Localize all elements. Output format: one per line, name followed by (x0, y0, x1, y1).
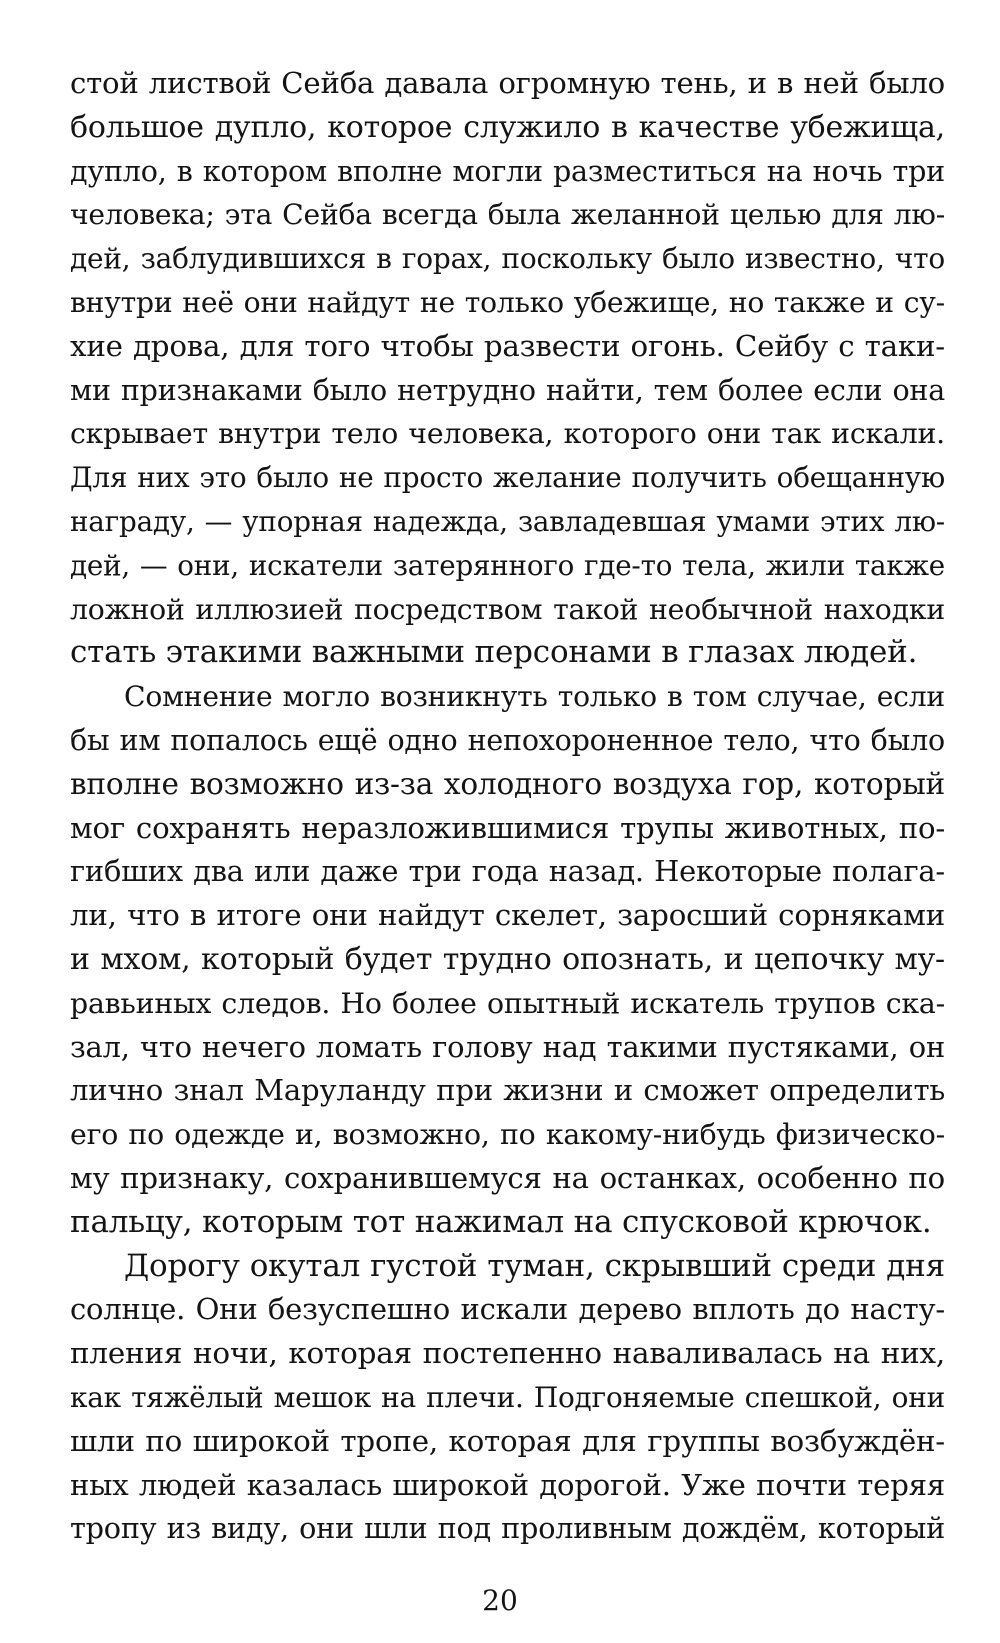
text-line: дей, — они, искатели затерянного где-то тела, жили также (70, 548, 945, 582)
text-line: и мхом, который будет трудно опознать, и цепочку му- (70, 941, 945, 977)
text-line: дупло, в котором вполне могли разместиться на ночь три (70, 153, 945, 188)
text-line: бы им попалось ещё одно непохороненное тело, что было (70, 723, 945, 757)
text-line: ли, что в итоге они найдут скелет, заросший сорняками (70, 898, 945, 933)
text-line: пальцу, которым тот нажимал на спусковой крючок. (70, 1203, 932, 1240)
text-line: гибших два или даже три года назад. Некоторые полага- (70, 854, 945, 889)
text-line: стать этакими важными персонами в глазах людей. (70, 634, 918, 671)
page-number: 20 (482, 1584, 518, 1617)
text-line: зал, что нечего ломать голову над такими пустяками, он (70, 1029, 945, 1064)
text-line: вполне возможно из-за холодного воздуха гор, который (70, 766, 945, 801)
text-line: ложной иллюзией посредством такой необычной находки (70, 592, 945, 626)
text-line: Для них это было не просто желание получить обещанную (70, 461, 945, 495)
text-line: Дорогу окутал густой туман, скрывший среди дня (124, 1247, 945, 1284)
text-line: лично знал Маруланду при жизни и сможет определить (70, 1073, 945, 1108)
paragraph-1 (70, 62, 945, 675)
text-line: большое дупло, которое служило в качестве убежища, (70, 109, 945, 145)
paragraph-2 (70, 675, 945, 1244)
text-line: его по одежде и, возможно, по какому-нибудь физическо- (70, 1118, 945, 1152)
text-line: пления ночи, которая постепенно наваливалась на них, (70, 1336, 945, 1371)
text-line: как тяжёлый мешок на плечи. Подгоняемые спешкой, они (70, 1380, 945, 1414)
text-line: ных людей казалась широкой дорогой. Уже почти теряя (70, 1467, 945, 1502)
text-line: дей, заблудившихся в горах, поскольку было известно, что (70, 242, 945, 276)
text-line: человека; эта Сейба всегда была желанной целью для лю- (70, 198, 945, 232)
text-line: солнце. Они безуспешно искали дерево вплоть до насту- (70, 1292, 945, 1327)
text-line: награду, — упорная надежда, завладевшая умами этих лю- (70, 504, 945, 538)
paragraph-3 (70, 1245, 945, 1552)
text-line: хие дрова, для того чтобы развести огонь. Сейбу с таки- (70, 328, 945, 363)
text-line: Сомнение могло возникнуть только в том случае, если (124, 680, 945, 714)
text-line: мог сохранять неразложившимися трупы животных, по- (70, 810, 945, 845)
text-line: шли по широкой тропе, которая для группы возбуждён- (70, 1423, 945, 1458)
body-text (70, 62, 945, 1551)
text-line: му признаку, сохранившемуся на останках, особенно по (70, 1160, 945, 1195)
text-line: тропу из виду, они шли под проливным дождём, который (70, 1511, 945, 1546)
text-line: равьиных следов. Но более опытный искатель трупов ска- (70, 986, 945, 1020)
text-line: ми признаками было нетрудно найти, тем более если она (70, 373, 945, 407)
text-line: стой листвой Сейба давала огромную тень, и в ней было (70, 66, 945, 100)
text-line: скрывает внутри тело человека, которого они так искали. (70, 417, 945, 451)
text-line: внутри неё они найдут не только убежище, но также и су- (70, 285, 945, 319)
